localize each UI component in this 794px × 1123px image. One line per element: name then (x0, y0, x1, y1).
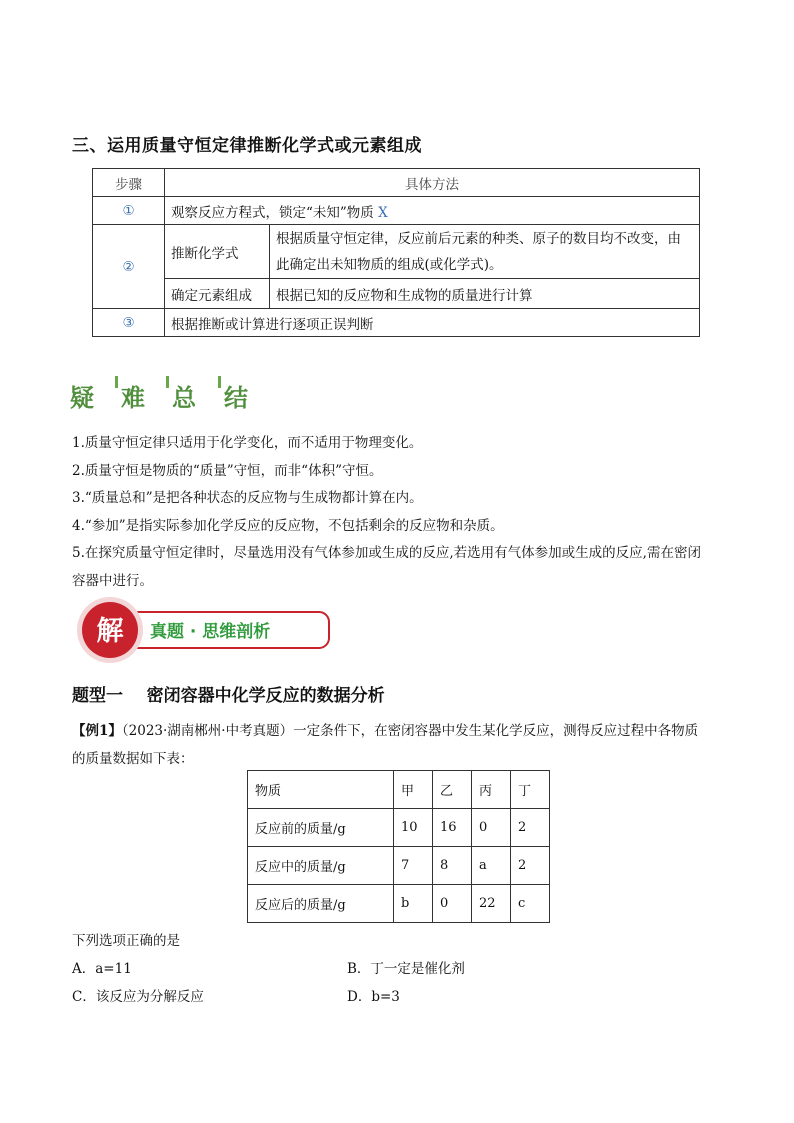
step-number: ② (93, 225, 165, 309)
table-cell: 2 (511, 809, 550, 847)
question-prompt: 下列选项正确的是 (72, 933, 180, 949)
note-item: 5.在探究质量守恒定律时，尽量选用没有气体参加或生成的反应,若选用有气体参加或生成的反应,需在密闭 (72, 545, 701, 561)
table-cell: 丙 (472, 771, 511, 809)
badge-label: 真题 · 思维剖析 (150, 622, 271, 642)
table-row (93, 309, 700, 337)
table-header-row (93, 169, 700, 197)
mass-data-table (247, 770, 550, 923)
method-line: 根据质量守恒定律，反应前后元素的种类、原子的数目均不改变，由 (276, 230, 681, 247)
table-cell: 22 (472, 885, 511, 923)
divider (115, 376, 118, 388)
table-cell: 丁 (511, 771, 550, 809)
note-item: 1.质量守恒定律只适用于化学变化，而不适用于物理变化。 (72, 435, 423, 451)
unknown-variable: X (378, 204, 388, 221)
table-cell: 0 (433, 885, 472, 923)
method-cell: 根据已知的反应物和生成物的质量进行计算 (270, 279, 700, 309)
option-b[interactable]: B．丁一定是催化剂 (347, 961, 465, 977)
summary-heading (68, 376, 268, 410)
summary-char: 总 (172, 383, 196, 412)
divider (218, 376, 221, 388)
table-cell: 7 (394, 847, 433, 885)
sub-label: 推断化学式 (165, 225, 270, 279)
table-cell: 16 (433, 809, 472, 847)
table-cell: 0 (472, 809, 511, 847)
summary-char: 难 (121, 383, 145, 412)
divider (166, 376, 169, 388)
table-cell: 2 (511, 847, 550, 885)
table-row (248, 847, 550, 885)
summary-char: 结 (224, 383, 248, 412)
note-item: 4.“参加”是指实际参加化学反应的反应物，不包括剩余的反应物和杂质。 (72, 517, 504, 534)
step-number: ③ (93, 309, 165, 337)
badge-circle-text: 解 (96, 616, 124, 647)
table-cell: 10 (394, 809, 433, 847)
table-row (93, 225, 700, 279)
table-row (248, 809, 550, 847)
method-cell (270, 225, 700, 279)
method-line: 此确定出未知物质的组成(或化学式)。 (276, 256, 503, 273)
option-c[interactable]: C．该反应为分解反应 (72, 989, 204, 1005)
note-item: 3.“质量总和”是把各种状态的反应物与生成物都计算在内。 (72, 490, 423, 506)
header-step: 步骤 (93, 169, 165, 197)
method-table (92, 168, 700, 337)
method-cell (165, 197, 700, 225)
header-method: 具体方法 (165, 169, 700, 197)
option-d[interactable]: D．b=3 (347, 989, 400, 1005)
table-cell: 反应中的质量/g (248, 847, 394, 885)
method-text: 观察反应方程式，锁定“未知”物质 (171, 204, 379, 221)
table-cell: 甲 (394, 771, 433, 809)
example-label: 【例1】 (72, 723, 122, 739)
question-type-title: 题型一 密闭容器中化学反应的数据分析 (72, 686, 385, 706)
stem-line: （2023·湖南郴州·中考真题）一定条件下，在密闭容器中发生某化学反应，测得反应过程中各物质 (121, 723, 699, 739)
table-row (93, 197, 700, 225)
step-number: ① (93, 197, 165, 225)
table-cell: 乙 (433, 771, 472, 809)
note-item: 容器中进行。 (72, 572, 153, 589)
section-title: 三、运用质量守恒定律推断化学式或元素组成 (72, 136, 422, 156)
example-stem (72, 717, 752, 773)
badge-graphic (74, 596, 336, 666)
option-a[interactable]: A．a=11 (72, 961, 132, 977)
note-item: 2.质量守恒是物质的“质量”守恒，而非“体积”守恒。 (72, 462, 383, 479)
table-row (248, 771, 550, 809)
table-row (93, 279, 700, 309)
table-cell: b (394, 885, 433, 923)
table-cell: 反应后的质量/g (248, 885, 394, 923)
table-cell: 反应前的质量/g (248, 809, 394, 847)
table-row (248, 885, 550, 923)
table-cell: 8 (433, 847, 472, 885)
table-cell: 物质 (248, 771, 394, 809)
summary-notes (72, 430, 701, 595)
summary-char: 疑 (70, 383, 94, 412)
sub-label: 确定元素组成 (165, 279, 270, 309)
table-cell: c (511, 885, 550, 923)
table-cell: a (472, 847, 511, 885)
stem-line: 的质量数据如下表： (72, 751, 194, 767)
section-badge (74, 596, 336, 666)
method-cell: 根据推断或计算进行逐项正误判断 (165, 309, 700, 337)
